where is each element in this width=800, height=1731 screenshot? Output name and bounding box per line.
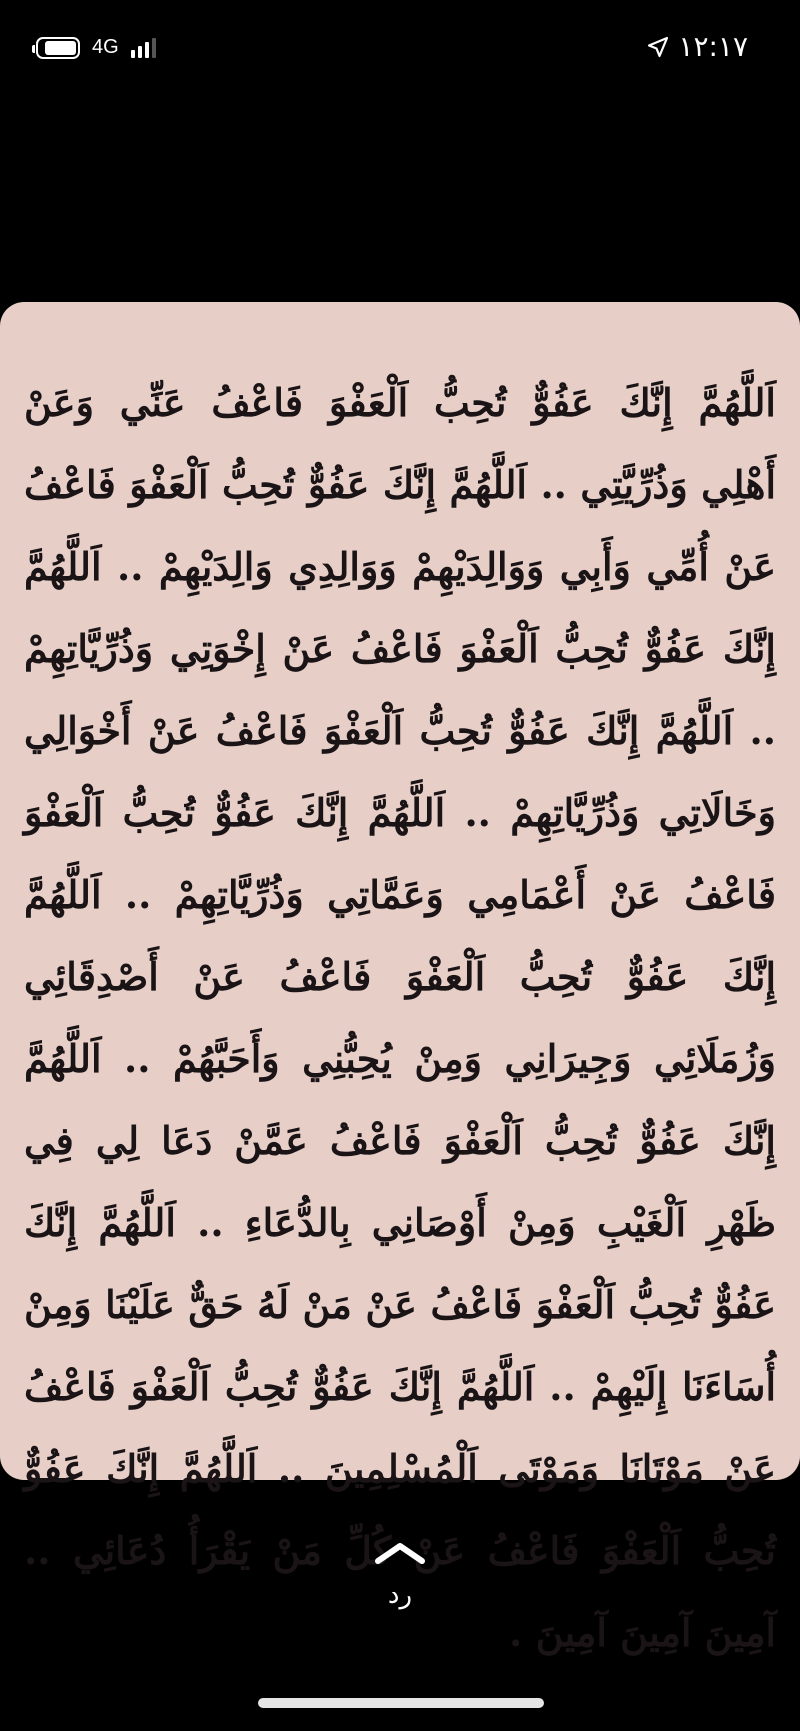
status-right <box>646 30 748 63</box>
status-bar <box>0 0 800 100</box>
prayer-text: اَللَّهُمَّ إِنَّكَ عَفُوٌّ تُحِبُّ اَلْعَفْوَ فَاعْفُ عَنِّي وَعَنْ أَهْلِي وَذُرِّيَّتِي .. اَللَّهُمَّ إِنَّكَ عَفُوٌّ تُحِبُّ اَلْعَفْوَ فَاعْفُ عَنْ أُمِّي وَأَبِي وَوَالِدَيْهِمْ وَوَالِدِي وَالِدَيْهِمْ .. اَللَّهُمَّ إِنَّكَ عَفُوٌّ تُحِبُّ اَلْعَفْوَ فَاعْفُ عَنْ إِخْوَتِي وَذُرِّيَّاتِهِمْ .. اَللَّهُمَّ إِنَّكَ عَفُوٌّ تُحِبُّ اَلْعَفْوَ فَاعْفُ عَنْ أَخْوَالِي وَخَالَاتِي وَذُرِّيَّاتِهِمْ .. اَللَّهُمَّ إِنَّكَ عَفُوٌّ تُحِبُّ اَلْعَفْوَ فَاعْفُ عَنْ أَعْمَامِي وَعَمَّاتِي وَذُرِّيَّاتِهِمْ .. اَللَّهُمَّ إِنَّكَ عَفُوٌّ تُحِبُّ اَلْعَفْوَ فَاعْفُ عَنْ أَصْدِقَائِي وَزُمَلَائِي وَجِيرَانِي وَمِنْ يُحِبُّنِي وَأَحَبَّهُمْ .. اَللَّهُمَّ إِنَّكَ عَفُوٌّ تُحِبُّ اَلْعَفْوَ فَاعْفُ عَمَّنْ دَعَا لِي فِي ظَهْرِ اَلْغَيْبِ وَمِنْ أَوْصَانِي بِالدُّعَاءِ .. اَللَّهُمَّ إِنَّكَ عَفُوٌّ تُحِبُّ اَلْعَفْوَ فَاعْفُ عَنْ مَنْ لَهُ حَقٌّ عَلَيْنَا وَمِنْ أُسَاءَنَا إِلَيْهِمْ .. اَللَّهُمَّ إِنَّكَ عَفُوٌّ تُحِبُّ اَلْعَفْوَ فَاعْفُ عَنْ مَوْتَانَا وَمَوْتَى اَلْمُسْلِمِينَ .. اَللَّهُمَّ إِنَّكَ عَفُوٌّ تُحِبُّ اَلْعَفْوَ فَاعْفُ عَنْ كُلِّ مَنْ يَقْرَأُ دُعَائِي .. آمِينَ آمِينَ آمِينَ . <box>24 380 776 1655</box>
status-left <box>36 36 156 59</box>
reply-button[interactable] <box>0 1540 800 1610</box>
chevron-up-icon[interactable] <box>373 1540 427 1566</box>
signal-bar <box>152 38 156 58</box>
reply-label[interactable]: رد <box>387 1580 413 1610</box>
status-time: ١٢:١٧ <box>678 30 748 63</box>
signal-bar <box>145 42 149 58</box>
battery-icon <box>36 37 80 59</box>
home-indicator[interactable] <box>258 1698 544 1708</box>
network-type-label: 4G <box>92 36 119 58</box>
location-arrow-icon <box>646 35 670 59</box>
signal-bars-icon <box>131 38 156 58</box>
battery-nub <box>32 45 35 53</box>
signal-bar <box>138 46 142 58</box>
battery-level <box>45 41 76 55</box>
signal-bar <box>131 50 135 58</box>
